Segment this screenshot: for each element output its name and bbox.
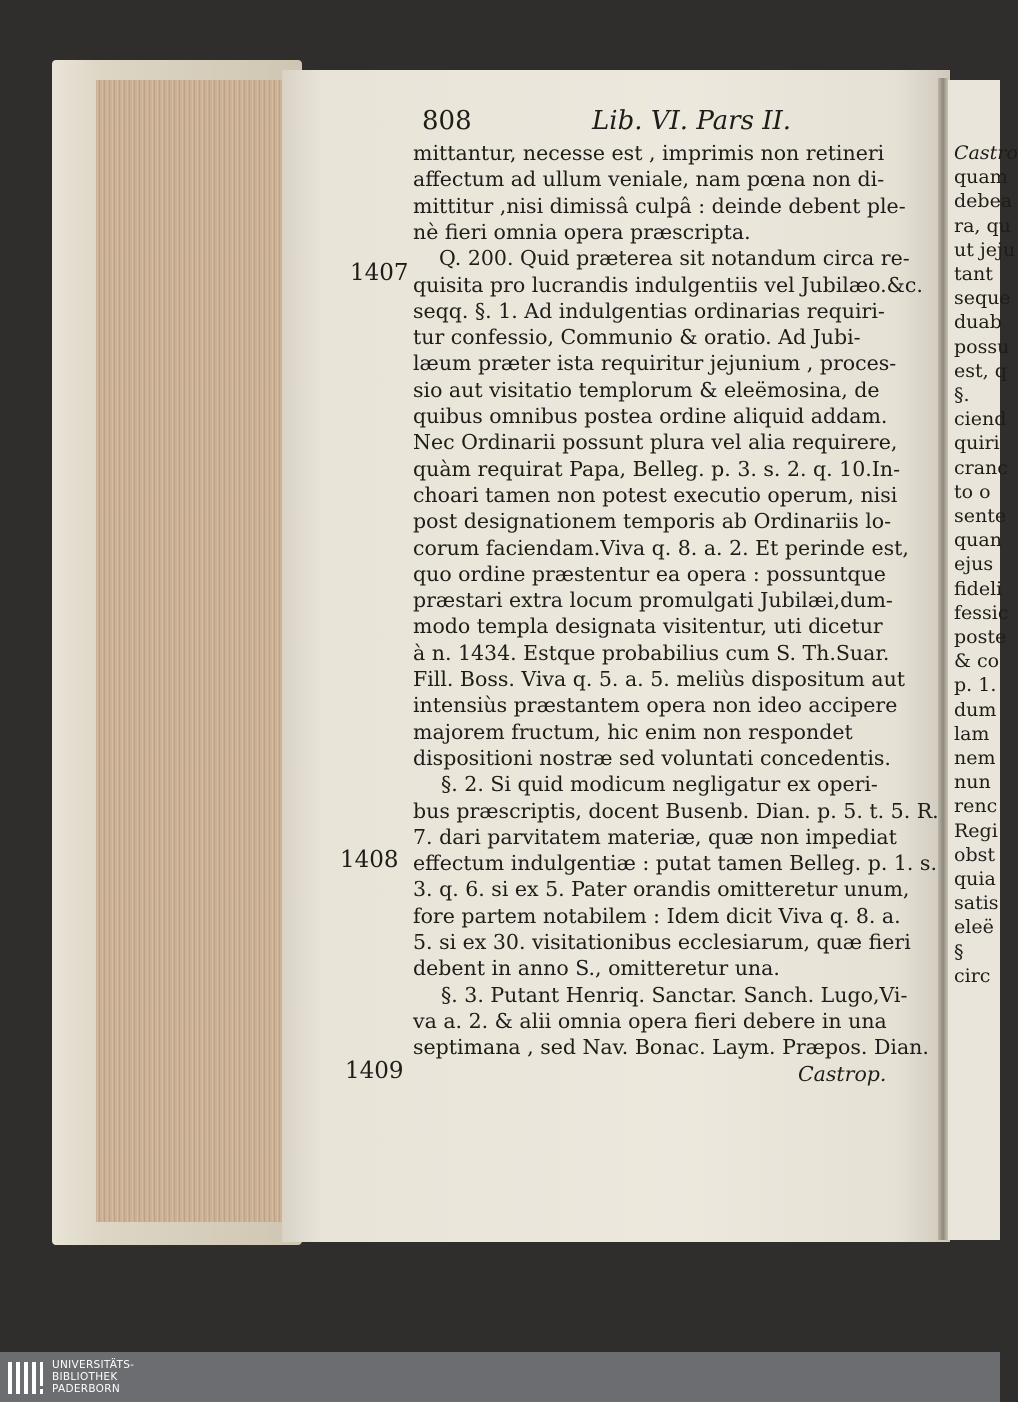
- right-page-fragment: renc: [954, 795, 998, 818]
- text-line: §. 3. Putant Henriq. Sanctar. Sanch. Lugo,Vi-: [441, 982, 908, 1007]
- text-line: tur confessio, Communio & oratio. Ad Jubi-: [413, 325, 861, 350]
- text-line: bus præscriptis, docent Busenb. Dian. p. 5. t. 5. R.: [413, 798, 939, 823]
- text-line: mittantur, necesse est , imprimis non retineri: [413, 141, 885, 165]
- text-line: Nec Ordinarii possunt plura vel alia requirere,: [413, 430, 898, 455]
- right-page-fragment: ejus: [954, 553, 994, 576]
- text-line: septimana , sed Nav. Bonac. Laym. Præpos. Dian.: [413, 1035, 929, 1060]
- text-line: quo ordine præstentur ea opera : possuntque: [413, 561, 886, 586]
- text-line: fore partem notabilem : Idem dicit Viva q. 8. a.: [413, 903, 901, 928]
- right-page: [948, 80, 1018, 1240]
- margin-number-1409: 1409: [345, 1058, 404, 1084]
- text-line: sio aut visitatio templorum & eleëmosina, de: [413, 377, 880, 402]
- library-footer: [0, 1352, 1000, 1402]
- right-page-fragment: quan: [954, 529, 1002, 552]
- right-page-fragment: Regi: [954, 819, 998, 842]
- right-page-fragment: sente: [954, 505, 1007, 527]
- text-line: quibus omnibus postea ordine aliquid addam.: [413, 404, 888, 428]
- right-page-fragment: satis: [954, 892, 999, 915]
- text-line: choari tamen non potest executio operum, nisi: [413, 482, 898, 507]
- right-page-fragment: fideli: [954, 577, 1003, 600]
- text-line: à n. 1434. Estque probabilius cum S. Th.Suar.: [413, 640, 890, 665]
- library-name: UNIVERSITÄTS- BIBLIOTHEK PADERBORN: [52, 1359, 135, 1395]
- text-line: affectum ad ullum veniale, nam pœna non di-: [413, 167, 885, 192]
- text-line: intensiùs præstantem opera non ideo accipere: [413, 693, 898, 718]
- margin-number-1407: 1407: [350, 260, 409, 286]
- right-page-fragment: quam: [954, 166, 1008, 189]
- right-page-fragment: obst: [954, 843, 995, 866]
- right-page-fragment: dum: [954, 698, 997, 721]
- text-line: corum faciendam.Viva q. 8. a. 2. Et perinde est,: [413, 535, 909, 560]
- text-line: debent in anno S., omitteretur una.: [413, 956, 780, 981]
- library-logo-icon: [6, 1358, 46, 1398]
- text-line: 7. dari parvitatem materiæ, quæ non impediat: [413, 824, 897, 849]
- text-line: quàm requirat Papa, Belleg. p. 3. s. 2. q. 10.In-: [413, 456, 901, 481]
- right-page-fragment: tant: [954, 263, 993, 285]
- right-page-fragment: §.: [954, 384, 970, 406]
- text-line: 3. q. 6. si ex 5. Pater orandis omitteretur unum,: [413, 877, 910, 902]
- text-line: Q. 200. Quid præterea sit notandum circa re-: [439, 246, 910, 271]
- right-page-fragment: debea: [954, 190, 1013, 213]
- right-page-fragment: ut jeju: [954, 238, 1016, 261]
- text-line: dispositioni nostræ sed voluntati concedentis.: [413, 745, 891, 770]
- right-page-fragment: Castro: [954, 142, 1018, 164]
- right-page-fragment: cranc: [954, 456, 1008, 479]
- right-page-fragment: fessic: [954, 601, 1009, 624]
- page-edges: [96, 80, 282, 1222]
- right-page-fragment: est, q: [954, 359, 1007, 382]
- right-page-fragment: eleë: [954, 916, 994, 939]
- right-page-fragment: nun: [954, 771, 991, 794]
- page-number: 808: [422, 106, 472, 136]
- margin-number-1408: 1408: [340, 847, 399, 873]
- right-page-fragment: quia: [954, 868, 996, 890]
- text-line: Castrop.: [798, 1061, 887, 1086]
- right-page-fragment: quiri: [954, 432, 1000, 455]
- right-page-fragment: & co: [954, 650, 1000, 673]
- text-line: post designationem temporis ab Ordinariis lo-: [413, 509, 892, 534]
- page-header: [422, 106, 822, 138]
- right-page-fragment: lam: [954, 722, 990, 745]
- text-line: effectum indulgentiæ : putat tamen Belleg. p. 1. s.: [413, 851, 937, 876]
- text-line: va a. 2. & alii omnia opera fieri debere in una: [413, 1008, 887, 1033]
- text-line: majorem fructum, hic enim non respondet: [413, 719, 853, 744]
- right-page-fragment: poste: [954, 626, 1007, 648]
- right-page-fragment: nem: [954, 747, 996, 769]
- right-page-fragment: circ: [954, 964, 991, 987]
- text-line: modo templa designata visitentur, uti dicetur: [413, 614, 883, 639]
- text-line: quisita pro lucrandis indulgentiis vel Jubilæo.&c.: [413, 272, 923, 297]
- right-page-fragment: seque: [954, 287, 1011, 310]
- right-page-fragment: possu: [954, 335, 1010, 358]
- text-line: præstari extra locum promulgati Jubilæi,dum-: [413, 588, 893, 613]
- text-line: seqq. §. 1. Ad indulgentias ordinarias requiri-: [413, 298, 885, 323]
- text-line: nè fieri omnia opera præscripta.: [413, 219, 751, 244]
- text-line: læum præter ista requiritur jejunium , proces-: [413, 351, 897, 376]
- book-gutter: [938, 78, 948, 1240]
- right-page-fragment: ciend: [954, 408, 1007, 431]
- right-page-fragment: duab: [954, 311, 1002, 334]
- right-page-fragment: to o: [954, 480, 991, 503]
- text-line: 5. si ex 30. visitationibus ecclesiarum, quæ fieri: [413, 930, 911, 954]
- running-title: Lib. VI. Pars II.: [592, 106, 791, 136]
- right-page-fragment: §: [954, 940, 964, 963]
- text-line: Fill. Boss. Viva q. 5. a. 5. meliùs dispositum aut: [413, 667, 906, 691]
- right-page-fragment: p. 1.: [954, 674, 997, 697]
- right-page-fragment: ra, qu: [954, 214, 1011, 237]
- text-line: §. 2. Si quid modicum negligatur ex operi-: [441, 772, 878, 797]
- text-line: mittitur ,nisi dimissâ culpâ : deinde debent ple-: [413, 193, 906, 218]
